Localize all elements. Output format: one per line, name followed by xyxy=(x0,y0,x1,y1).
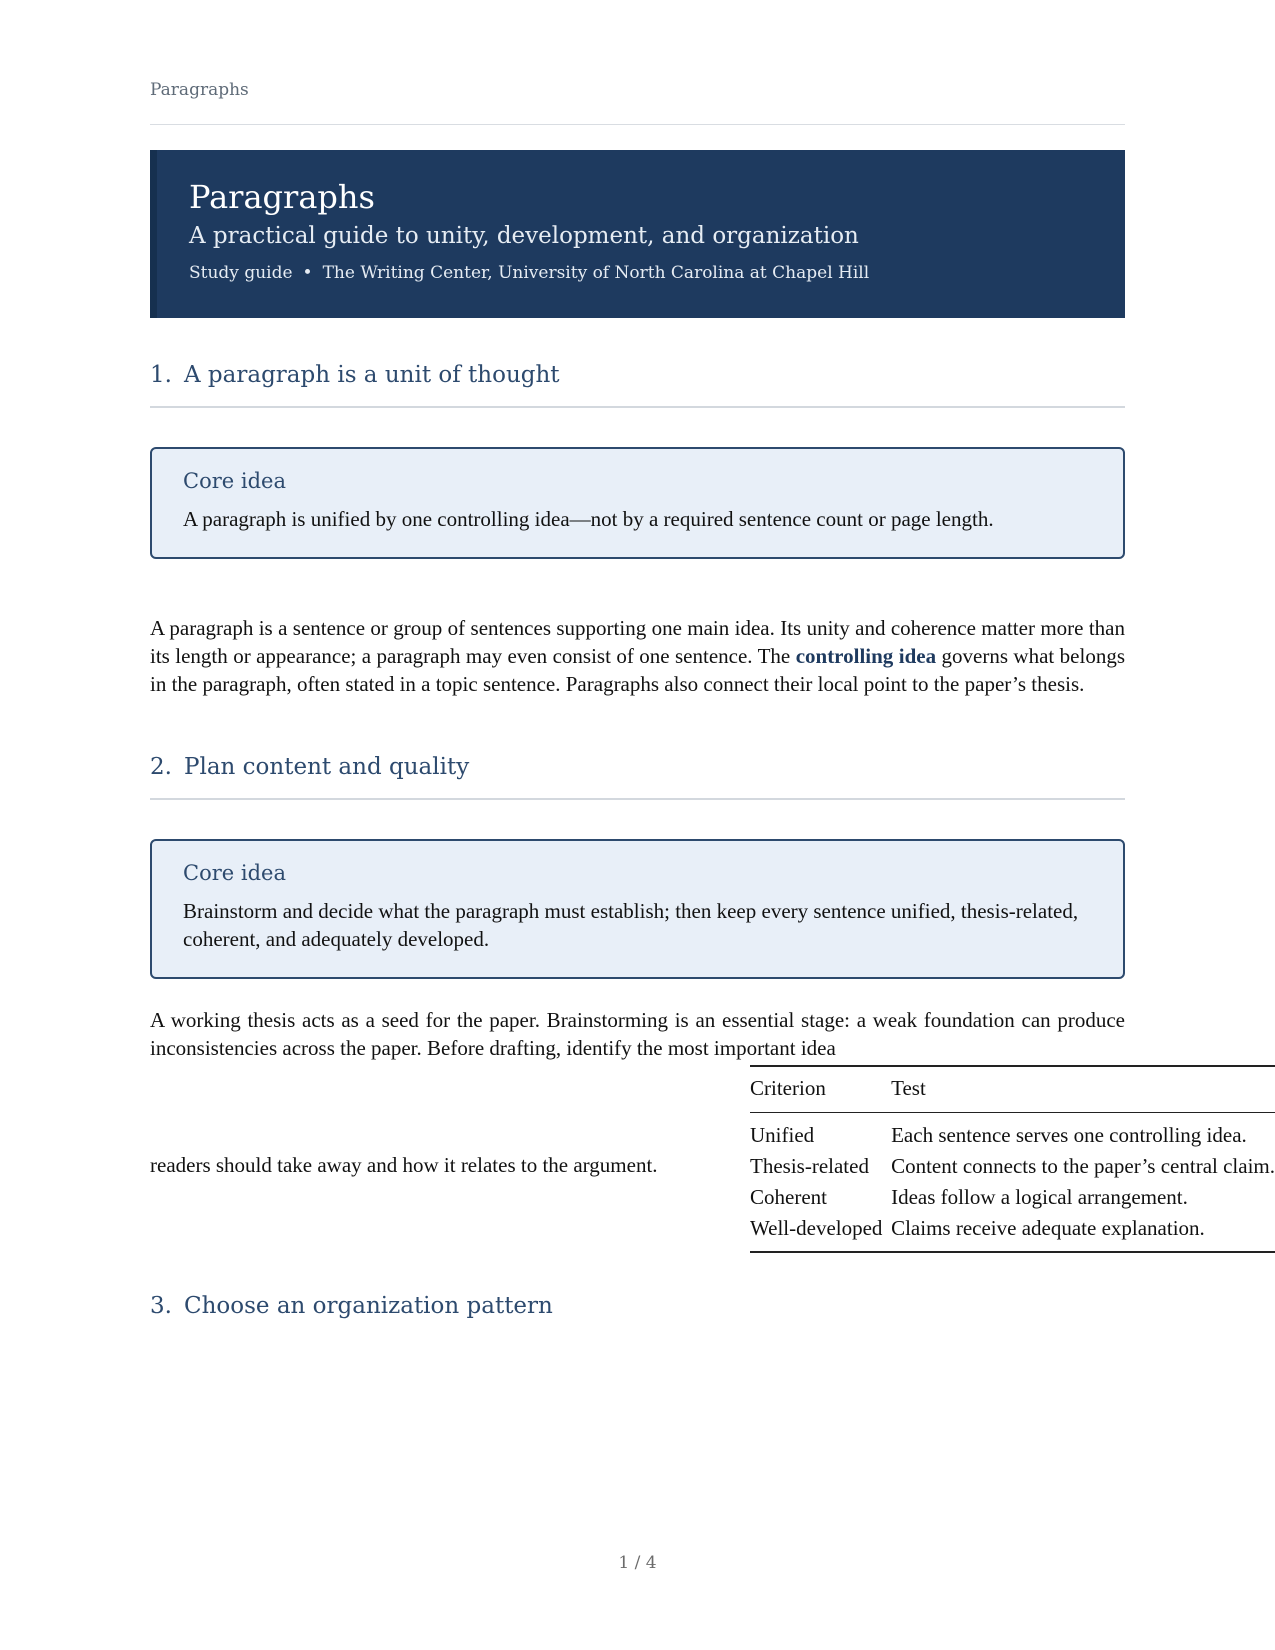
bullet-separator-icon: • xyxy=(302,263,313,283)
table-cell: Thesis-related xyxy=(750,1154,869,1178)
criteria-table xyxy=(750,1065,1275,1253)
section-number: 1. xyxy=(150,362,172,388)
page-number: 1 / 4 xyxy=(618,1553,657,1573)
section-2-paragraph: A working thesis acts as a seed for the paper. Brainstorming is an essential stage: a weak foundation can produce inconsistencies across the paper. Before drafting, identify the most important idea xyxy=(150,1008,1125,1060)
callout-text: A paragraph is unified by one controlling idea—not by a required sentence count or page length. xyxy=(183,507,994,531)
section-heading-2 xyxy=(150,754,1125,800)
table-header-row xyxy=(750,1066,1275,1113)
callout-label: Core idea xyxy=(183,469,286,493)
document-subtitle: A practical guide to unity, development, and organization xyxy=(189,223,859,249)
table-cell: Content connects to the paper’s central claim. xyxy=(891,1154,1275,1178)
paragraph-text: A paragraph is a sentence or group of sentences supporting one main idea. Its unity and coherence matter more than its length or appearance; a paragraph may even consist of one sentence. The xyxy=(150,616,1125,668)
section-title: Plan content and quality xyxy=(184,754,470,780)
table-row xyxy=(750,1113,1275,1153)
table-cell: Claims receive adequate explanation. xyxy=(891,1216,1205,1240)
paragraph-text: governs what belongs in the paragraph, often stated in a topic sentence. Paragraphs also connect their local point to the paper’s thesis. xyxy=(150,644,1126,696)
table-cell: Unified xyxy=(750,1123,815,1147)
table-cell: Coherent xyxy=(750,1185,827,1209)
section-title: A paragraph is a unit of thought xyxy=(184,362,560,388)
callout-text: Brainstorm and decide what the paragraph must establish; then keep every sentence unified, thesis-related, coherent, and adequately developed. xyxy=(183,899,1079,951)
section-1-paragraph xyxy=(150,614,1125,698)
section-title: Choose an organization pattern xyxy=(184,1293,553,1319)
section-number: 2. xyxy=(150,754,172,780)
core-idea-callout-1 xyxy=(150,447,1125,559)
table-cell: Each sentence serves one controlling idea. xyxy=(891,1123,1247,1147)
table-cell: Ideas follow a logical arrangement. xyxy=(891,1185,1188,1209)
section-number: 3. xyxy=(150,1293,172,1319)
column-header-test: Test xyxy=(891,1076,926,1100)
document-type: Study guide xyxy=(189,263,293,283)
bold-term: controlling idea xyxy=(795,644,937,668)
table-row xyxy=(750,1183,1275,1214)
document-meta xyxy=(189,263,869,283)
table-row xyxy=(750,1152,1275,1183)
core-idea-callout-2 xyxy=(150,839,1125,979)
section-2-paragraph-continued: readers should take away and how it relates to the argument. xyxy=(150,1153,658,1177)
table-row xyxy=(750,1214,1275,1252)
column-header-criterion: Criterion xyxy=(750,1076,826,1100)
running-head: Paragraphs xyxy=(150,80,249,100)
header-rule xyxy=(150,124,1125,125)
callout-label: Core idea xyxy=(183,861,286,885)
title-band xyxy=(150,150,1125,318)
table-cell: Well-developed xyxy=(750,1216,883,1240)
document-title: Paragraphs xyxy=(189,178,375,216)
document-source: The Writing Center, University of North Carolina at Chapel Hill xyxy=(322,263,870,283)
section-heading-1 xyxy=(150,362,1125,408)
section-heading-3 xyxy=(150,1293,1125,1339)
